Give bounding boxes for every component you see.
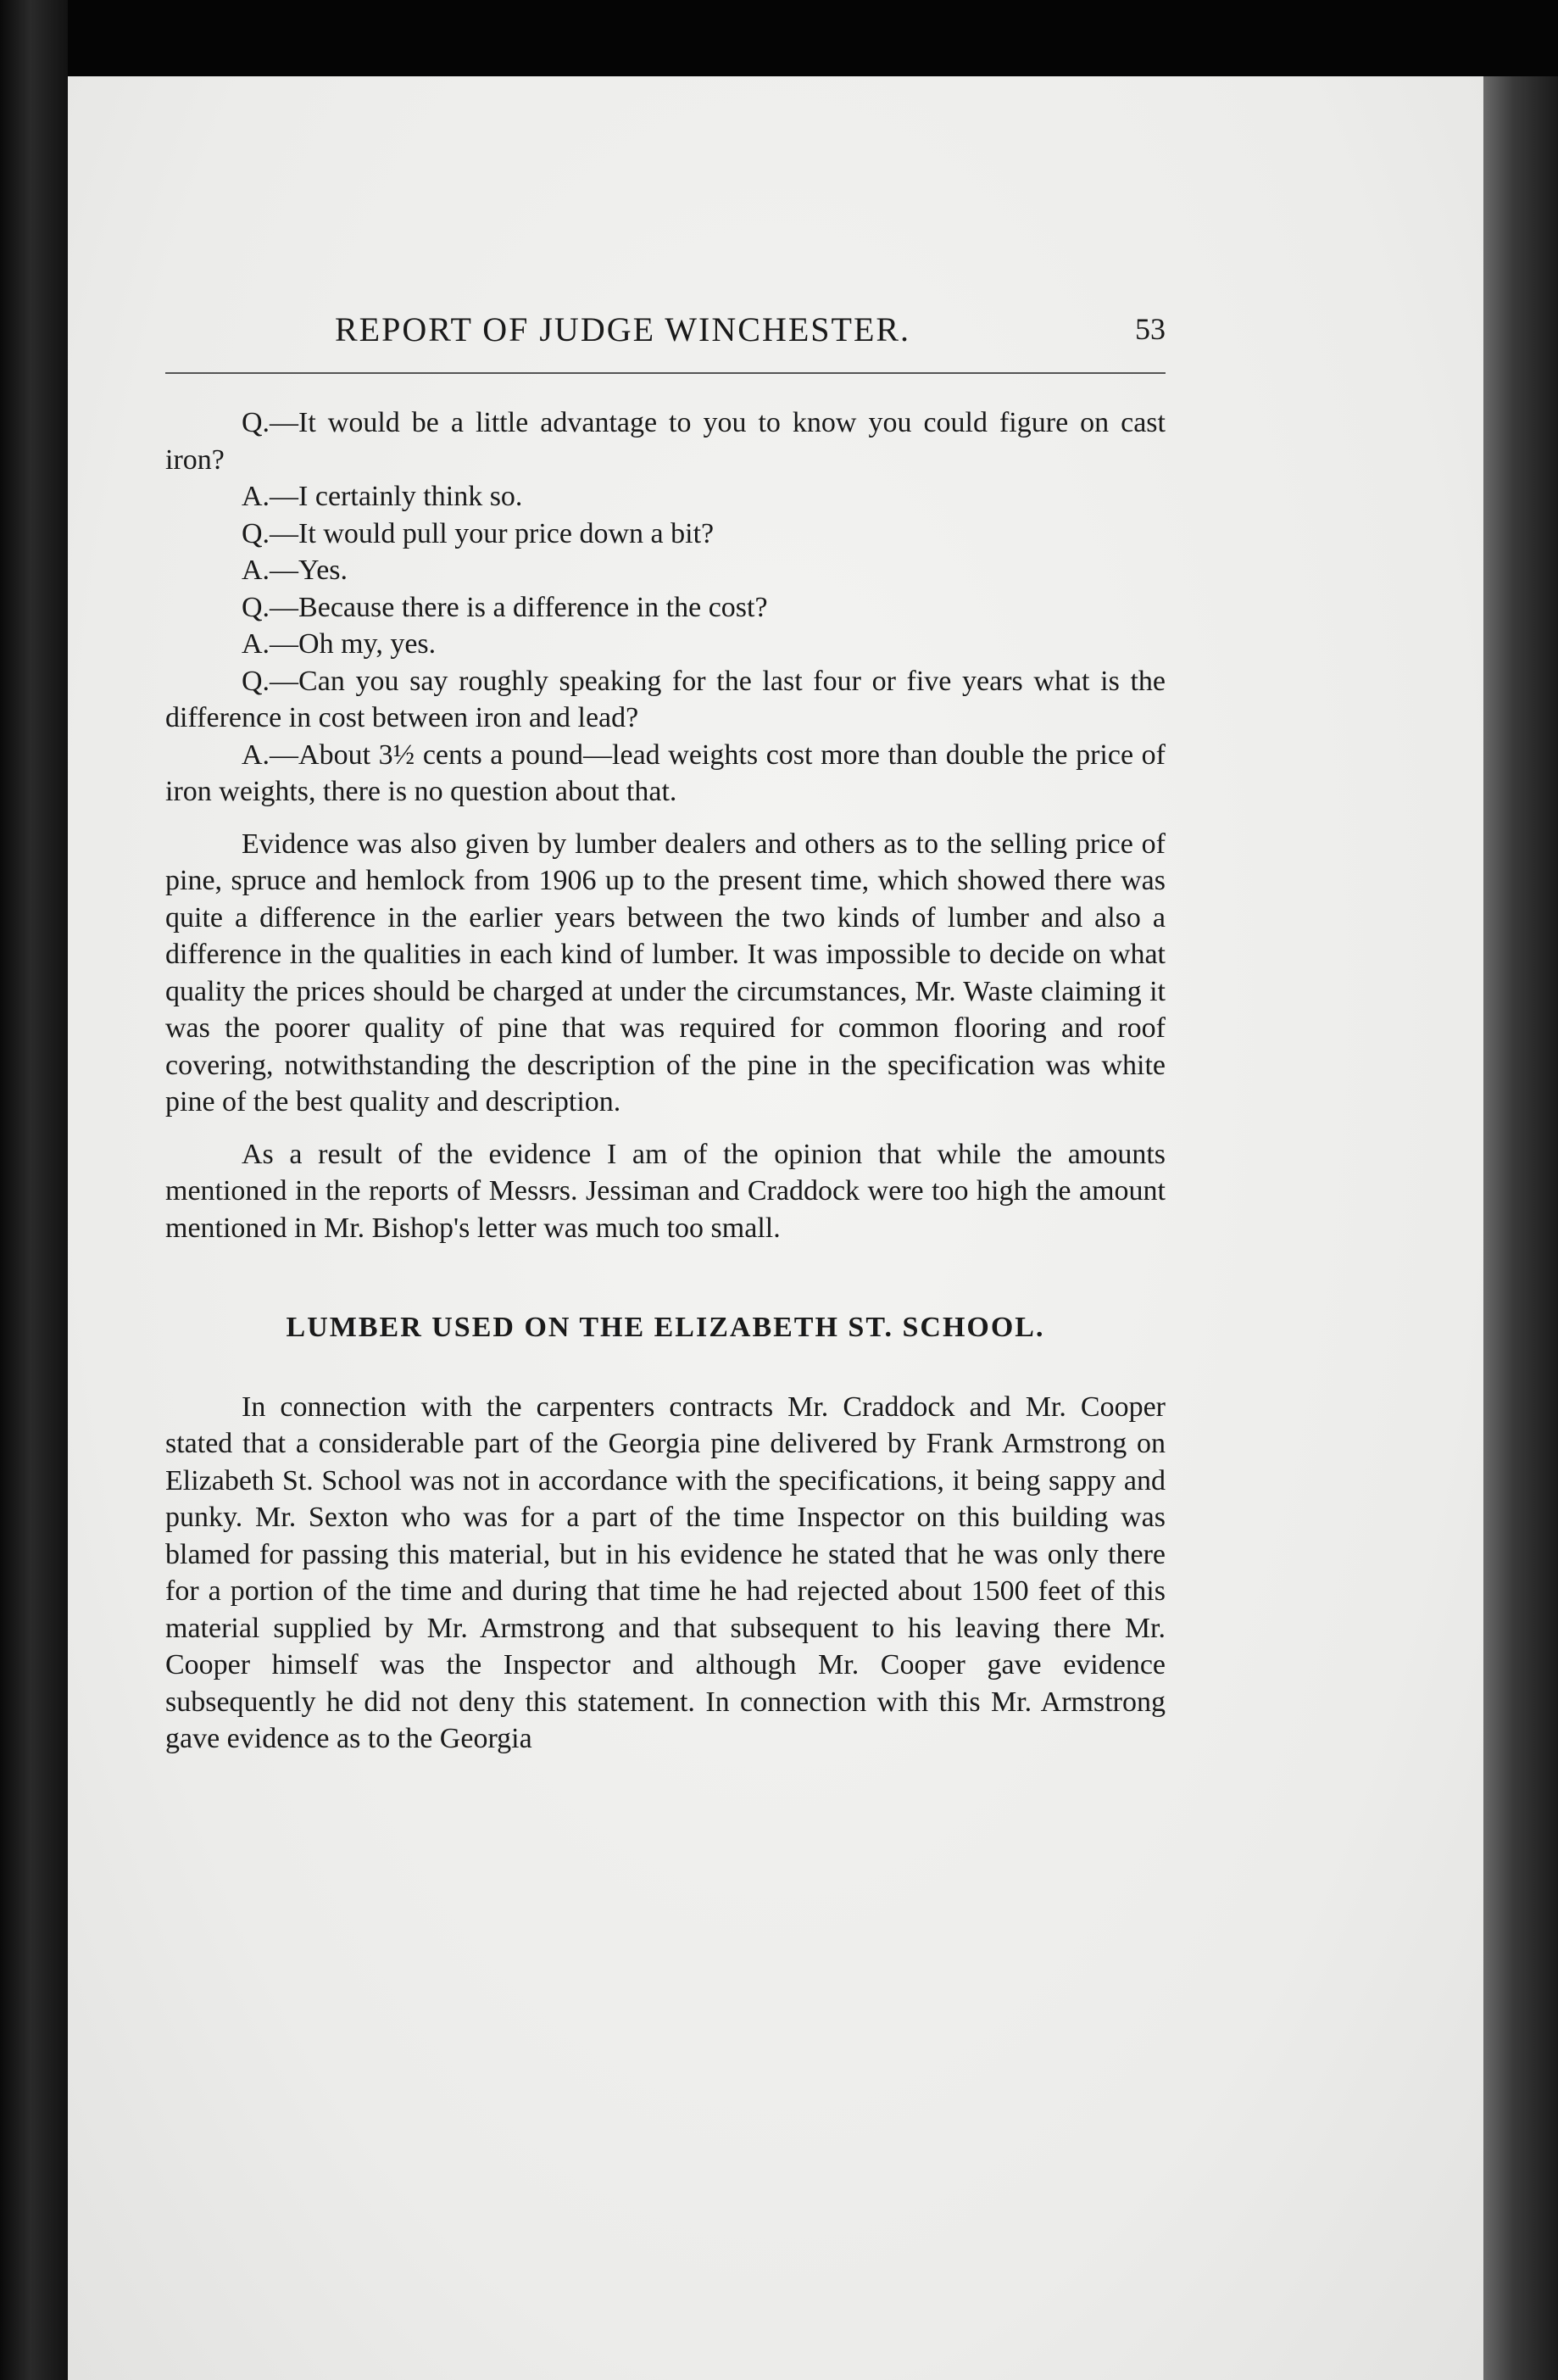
qa-line: Q.—Can you say roughly speaking for the last four or five years what is the difference in cost between iron and lead? xyxy=(165,665,1166,733)
running-head: REPORT OF JUDGE WINCHESTER. xyxy=(335,310,911,348)
page-text-block xyxy=(165,309,1166,1758)
section-heading: LUMBER USED ON THE ELIZABETH ST. SCHOOL. xyxy=(286,1312,1045,1343)
qa-line: A.—Yes. xyxy=(242,555,348,586)
page-number: 53 xyxy=(1135,312,1166,346)
body-text xyxy=(165,404,1166,1758)
scan-top-border xyxy=(68,0,1558,76)
qa-line: Q.—It would be a little advantage to you to know you could figure on cast iron? xyxy=(165,407,1166,476)
section-paragraph: In connection with the carpenters contracts Mr. Craddock and Mr. Cooper stated that a considerable part of the Georgia pine delivered by Frank Armstrong on Elizabeth St. School was not in accordance with the specifications, it being sappy and punky. Mr. Sexton who was for a part of the time Inspector on this building was blamed for passing this material, but in his evidence he stated that he was only there for a portion of the time and during that time he had rejected about 1500 feet of this material supplied by Mr. Armstrong and that subsequent to his leaving there Mr. Cooper himself was the Inspector and although Mr. Cooper gave evidence subsequently he did not deny this statement. In connection with this Mr. Armstrong gave evidence as to the Georgia xyxy=(165,1391,1166,1754)
header-rule xyxy=(165,372,1166,374)
qa-line: A.—About 3½ cents a pound—lead weights cost more than double the price of iron weights, there is no question about that. xyxy=(165,739,1166,807)
qa-line: A.—I certainly think so. xyxy=(242,481,523,512)
qa-line: A.—Oh my, yes. xyxy=(242,628,437,660)
scan-left-border xyxy=(0,0,68,2380)
body-paragraph: As a result of the evidence I am of the opinion that while the amounts mentioned in the reports of Messrs. Jessiman and Craddock were too high the amount mentioned in Mr. Bishop's letter was much too small. xyxy=(165,1138,1166,1244)
page-header xyxy=(165,309,1166,360)
scan-right-border xyxy=(1483,76,1558,2380)
qa-line: Q.—It would pull your price down a bit? xyxy=(242,517,715,549)
qa-line: Q.—Because there is a difference in the cost? xyxy=(242,591,768,623)
body-paragraph: Evidence was also given by lumber dealers and others as to the selling price of pine, spruce and hemlock from 1906 up to the present time, which showed there was quite a difference in the earlier years between the two kinds of lumber and also a difference in the qualities in each kind of lumber. It was impossible to decide on what quality the prices should be charged at under the circumstances, Mr. Waste claiming it was the poorer quality of pine that was required for common flooring and roof covering, notwithstanding the description of the pine in the specification was white pine of the best quality and description. xyxy=(165,828,1166,1118)
